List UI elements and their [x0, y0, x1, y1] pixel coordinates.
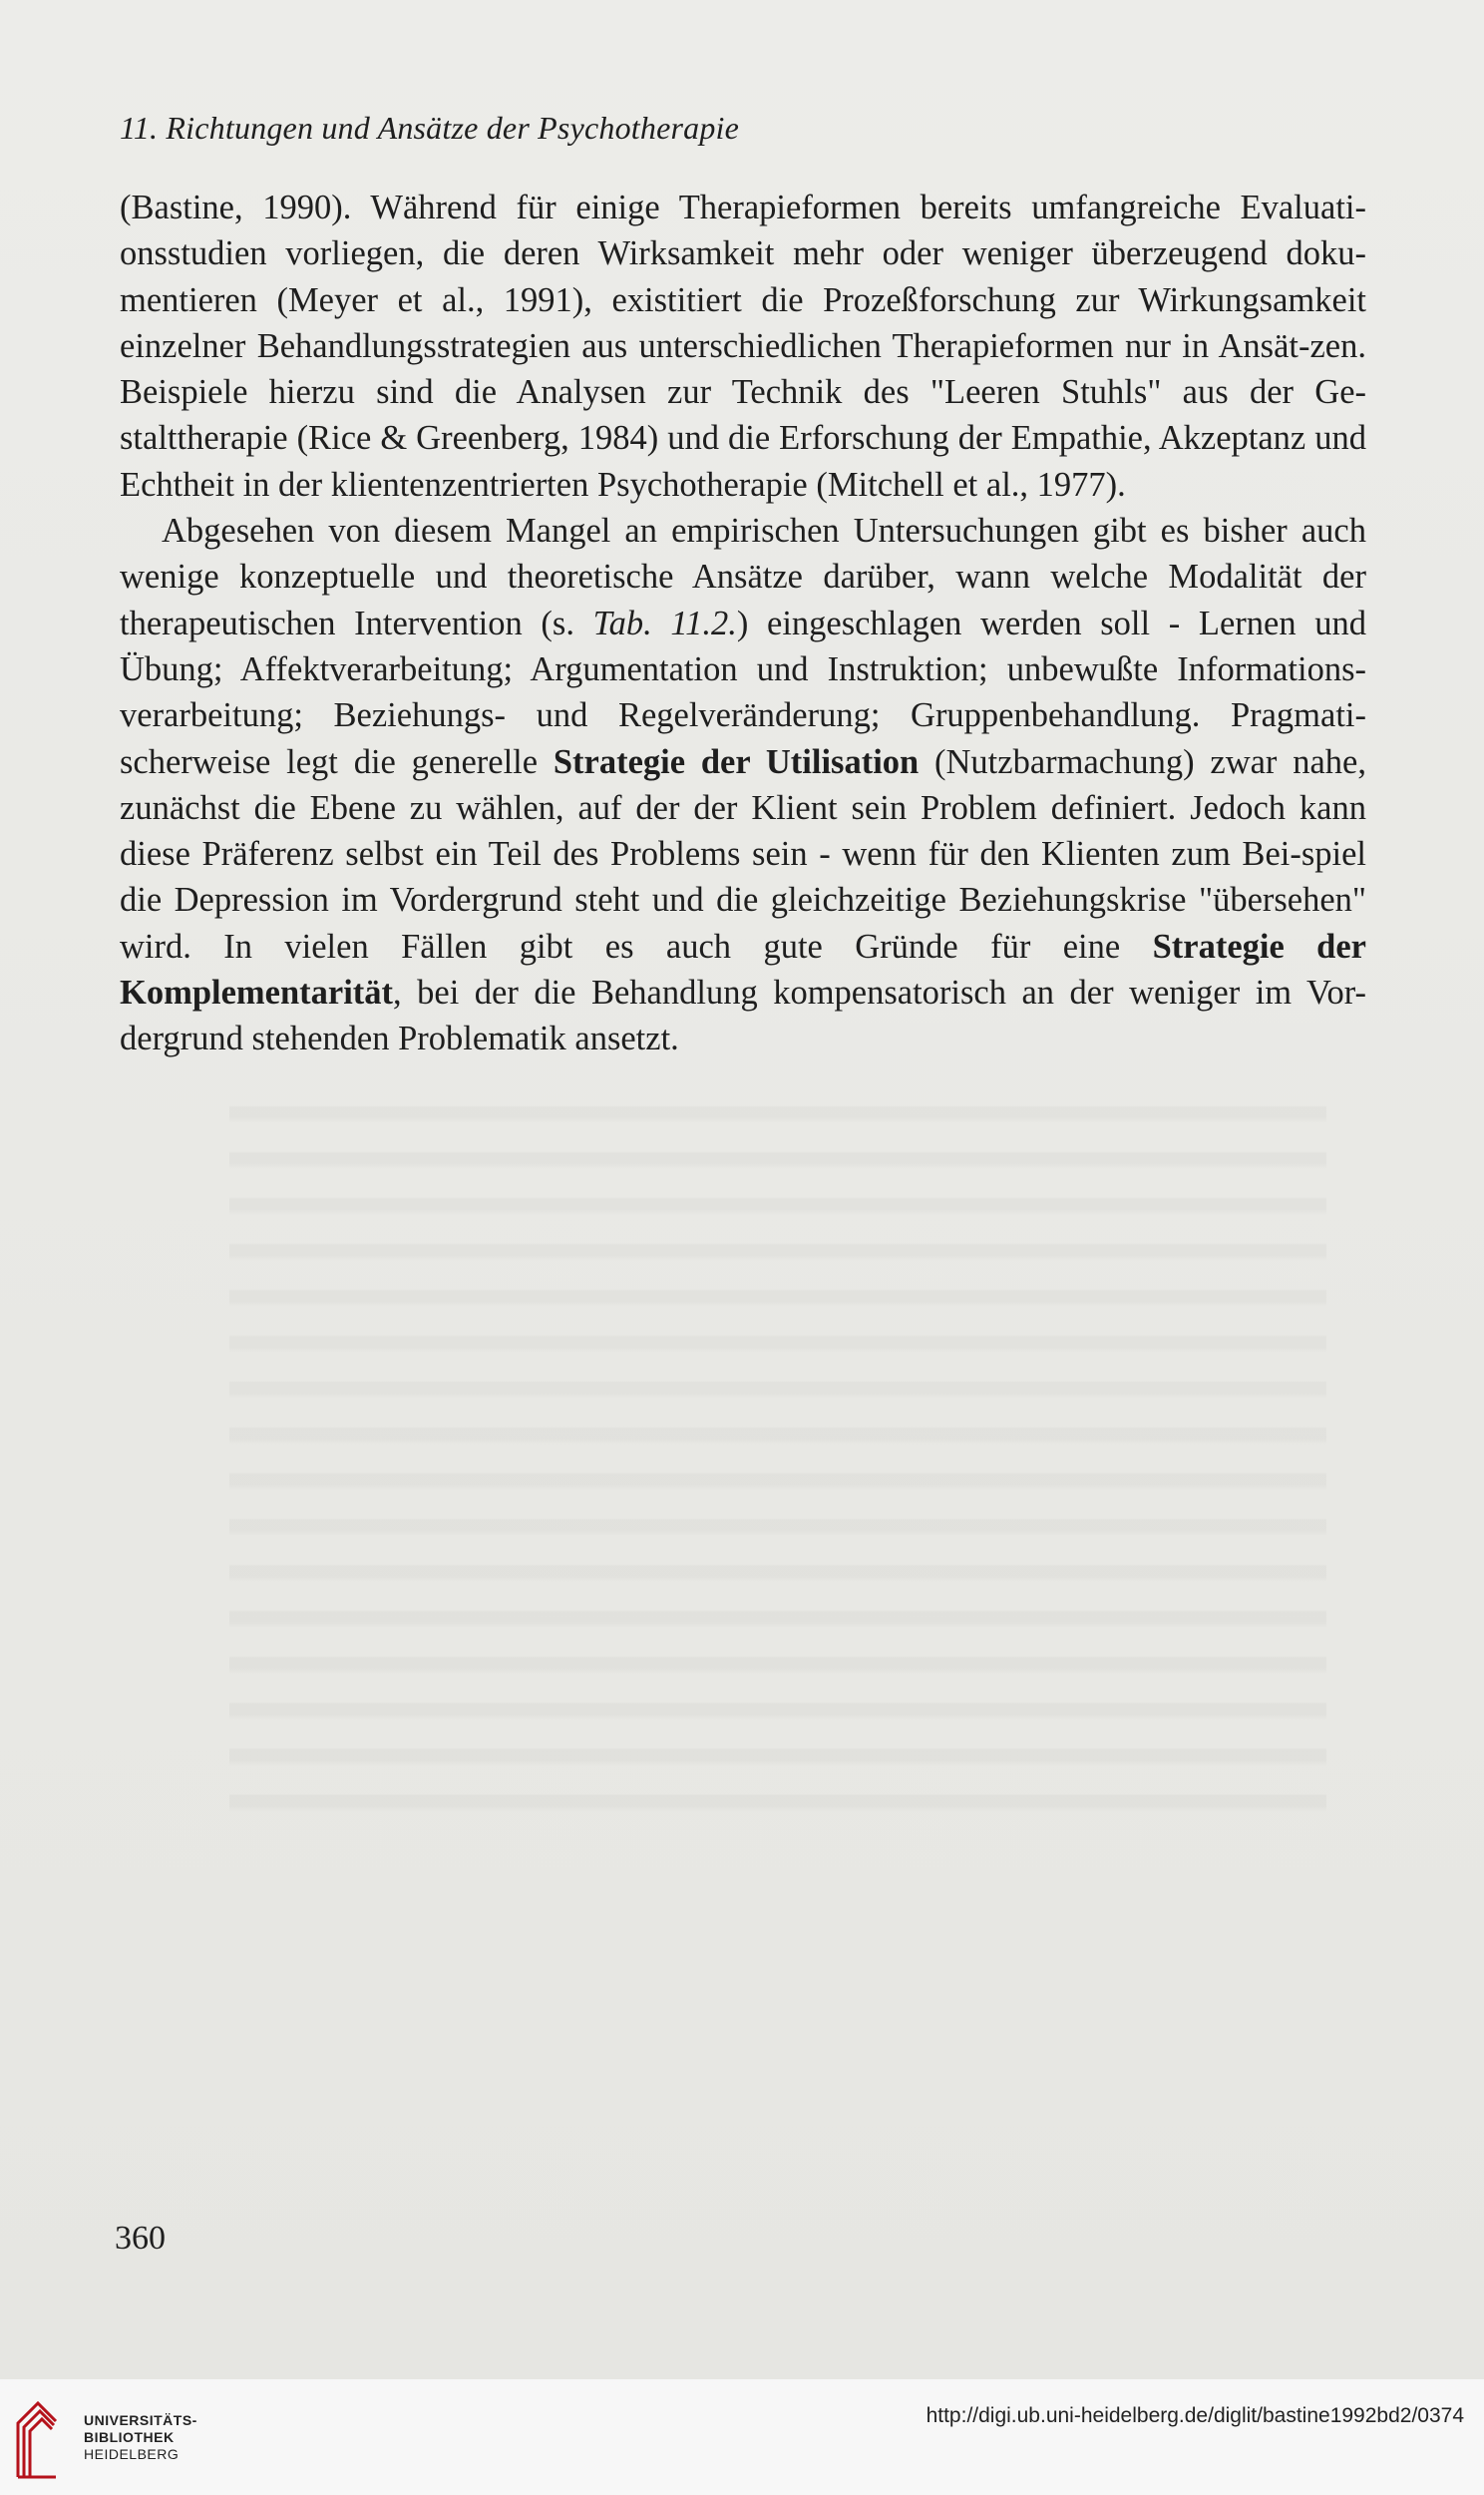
library-name-line-3: HEIDELBERG: [84, 2446, 180, 2462]
paragraph-1-text: (Bastine, 1990). Während für einige Therapieformen bereits umfangreiche Evaluati-onsstudien vorliegen, die deren Wirksamkeit mehr oder weniger überzeugend doku-mentieren (Meyer et al., 1991), existitiert die Prozeßforschung zur Wirkungsamkeit einzelner Behandlungsstrategien aus unterschiedlichen Therapieformen nur in Ansät-zen. Beispiele hierzu sind die Analysen zur Technik des "Leeren Stuhls" aus der Ge-stalttherapie (Rice & Greenberg, 1984) und die Erforschung der Empathie, Akzeptanz und Echtheit in der klientenzentrierten Psychotherapie (Mitchell et al., 1977).: [120, 189, 1366, 504]
library-name: [84, 2412, 197, 2463]
table-reference: Tab. 11.2.: [592, 604, 737, 642]
paragraph-2-text-a: Abgesehen von diesem Mangel an empirischen Untersuchungen gibt es bisher auch wenige konzeptuelle und theoretische Ansätze darüber, wann welche Modalität der therapeutischen Intervention (s.: [120, 512, 1366, 642]
paragraph-2: [120, 508, 1366, 1062]
library-logo-icon: [14, 2399, 60, 2479]
library-name-line-2: BIBLIOTHEK: [84, 2429, 175, 2445]
paragraph-2-text-b: ) eingeschlagen werden soll - Lernen und Übung; Affektverarbeitung; Argumentation und Instruktion; unbewußte Informations-verarbeitung; Beziehungs- und Regelveränderung; Gruppenbehandlung. Pragmati-scherweise legt die generelle: [120, 604, 1366, 781]
body-text: [120, 185, 1366, 1062]
paragraph-2-text-c: (Nutzbarmachung) zwar nahe, zunächst die Ebene zu wählen, auf der der Klient sein Problem definiert. Jedoch kann diese Präferenz selbst ein Teil des Problems sein - wenn für den Klienten zum Bei-spiel die Depression im Vordergrund steht und die gleichzeitige Beziehungskrise "übersehen" wird. In vielen Fällen gibt es auch gute Gründe für eine: [120, 742, 1366, 966]
library-name-line-1: UNIVERSITÄTS-: [84, 2412, 197, 2428]
term-utilisation: Strategie der Utilisation: [553, 742, 920, 781]
paragraph-2-text-d: , bei der die Behandlung kompensatorisch an der weniger im Vor-dergrund stehenden Problematik ansetzt.: [120, 974, 1366, 1058]
term-komplementaritaet: Strategie der Komplementarität: [120, 927, 1366, 1013]
paragraph-1: [120, 185, 1366, 508]
running-head: 11. Richtungen und Ansätze der Psychotherapie: [120, 110, 740, 146]
source-url-link[interactable]: http://digi.ub.uni-heidelberg.de/diglit/bastine1992bd2/0374: [926, 2404, 1464, 2427]
footer-bar: [0, 2379, 1484, 2495]
show-through-shadow: [229, 1077, 1326, 1836]
page-number: 360: [115, 2220, 166, 2257]
